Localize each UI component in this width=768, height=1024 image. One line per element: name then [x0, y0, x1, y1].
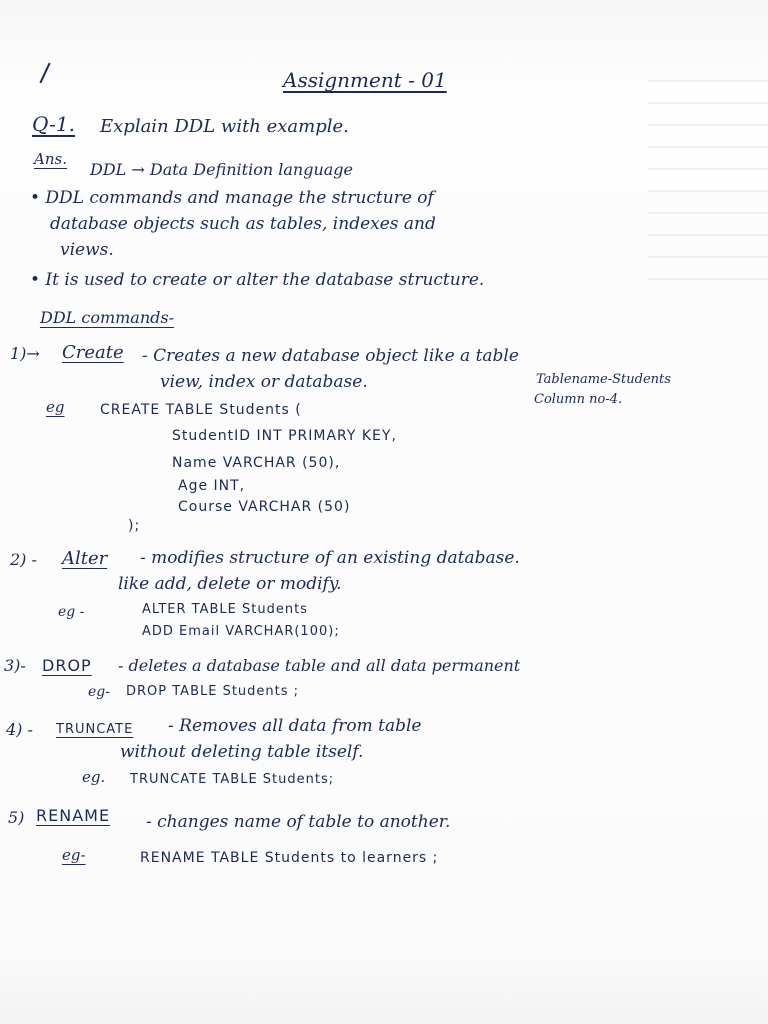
truncate-code: TRUNCATE TABLE Students;	[130, 772, 335, 787]
drop-desc: - deletes a database table and all data permanent	[118, 656, 521, 675]
create-number: 1)→	[10, 344, 40, 363]
question-label: Q-1.	[32, 112, 75, 136]
drop-code: DROP TABLE Students ;	[126, 684, 300, 699]
bullet-line-1: • DDL commands and manage the structure of	[30, 188, 434, 208]
drop-name: DROP	[42, 656, 92, 675]
ddl-commands-heading: DDL commands-	[40, 308, 175, 327]
question-text: Explain DDL with example.	[100, 116, 349, 137]
truncate-desc-2: without deleting table itself.	[120, 742, 364, 762]
truncate-desc-1: - Removes all data from table	[168, 716, 422, 736]
create-code-2: StudentID INT PRIMARY KEY,	[172, 428, 397, 444]
bleed-through-texture	[648, 80, 768, 300]
create-side-note-2: Column no-4.	[534, 392, 623, 407]
rename-name: RENAME	[36, 806, 111, 825]
bullet-line-4: • It is used to create or alter the database structure.	[30, 270, 485, 290]
create-name: Create	[62, 342, 124, 363]
rename-desc: - changes name of table to another.	[146, 812, 451, 832]
truncate-number: 4) -	[6, 720, 33, 739]
create-side-note-1: Tablename-Students	[536, 372, 671, 387]
alter-code-1: ALTER TABLE Students	[142, 602, 308, 617]
create-code-3: Name VARCHAR (50),	[172, 455, 341, 471]
create-code-6: );	[128, 518, 141, 534]
truncate-name: TRUNCATE	[56, 722, 134, 737]
alter-name: Alter	[62, 548, 108, 569]
alter-number: 2) -	[10, 550, 37, 569]
drop-eg-label: eg-	[88, 684, 110, 700]
create-code-1: CREATE TABLE Students (	[100, 402, 302, 418]
alter-desc-2: like add, delete or modify.	[118, 574, 342, 594]
rename-number: 5)	[8, 808, 25, 827]
answer-label: Ans.	[34, 150, 67, 168]
alter-eg-label: eg -	[58, 604, 85, 620]
alter-desc-1: - modifies structure of an existing database.	[140, 548, 520, 568]
create-desc-2: view, index or database.	[160, 372, 368, 392]
bullet-line-3: views.	[60, 240, 114, 260]
ddl-definition: DDL → Data Definition language	[90, 160, 353, 179]
create-code-5: Course VARCHAR (50)	[178, 499, 351, 515]
tick-mark	[39, 63, 50, 84]
bullet-line-2: database objects such as tables, indexes and	[50, 214, 436, 234]
truncate-eg-label: eg.	[82, 768, 106, 786]
rename-code: RENAME TABLE Students to learners ;	[140, 850, 439, 866]
drop-number: 3)-	[4, 656, 26, 675]
page-title: Assignment - 01	[283, 68, 447, 92]
create-code-4: Age INT,	[178, 478, 246, 494]
create-eg-label: eg	[46, 398, 65, 416]
create-desc-1: - Creates a new database object like a table	[142, 346, 519, 366]
rename-eg-label: eg-	[62, 846, 86, 864]
alter-code-2: ADD Email VARCHAR(100);	[142, 624, 340, 639]
